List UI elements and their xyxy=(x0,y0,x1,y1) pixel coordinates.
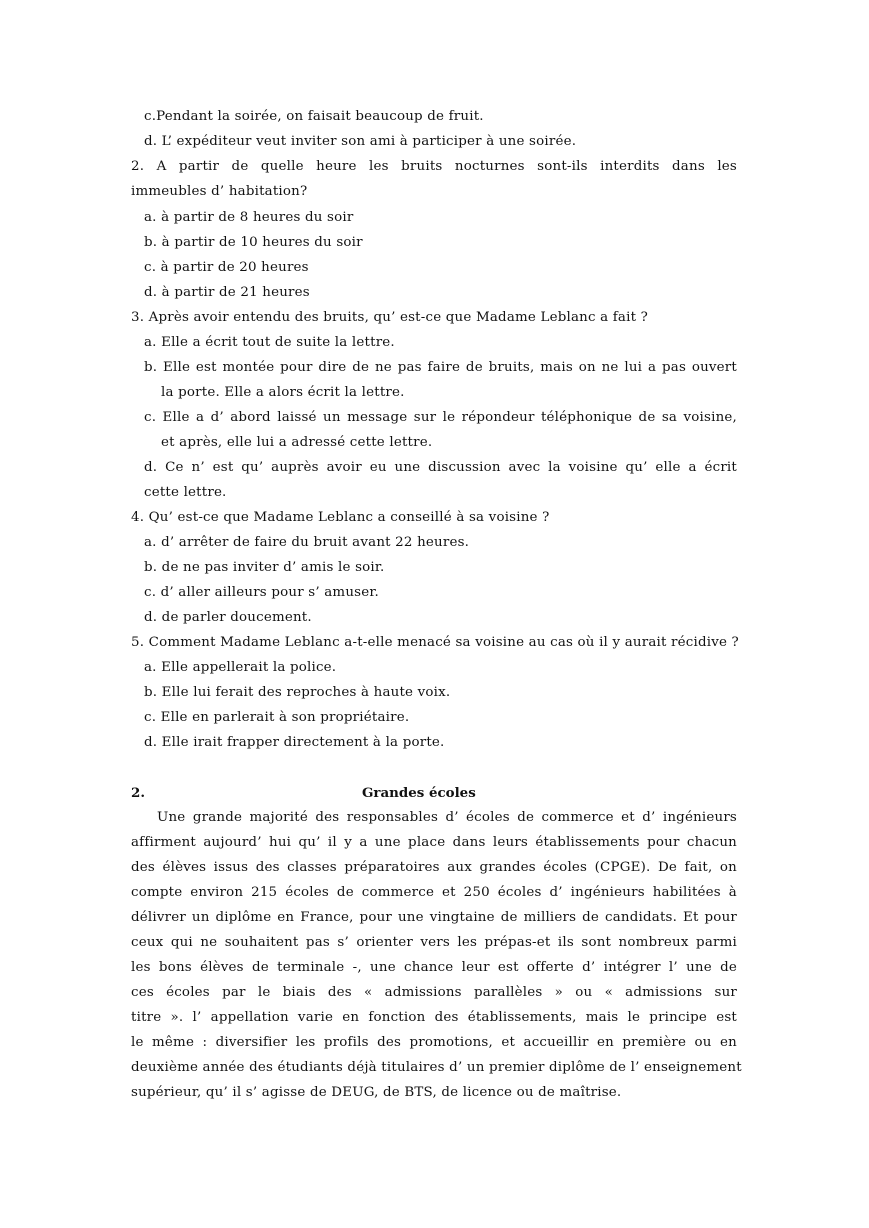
section-title: Grandes écoles xyxy=(362,785,476,801)
q2-option-a: a. à partir de 8 heures du soir xyxy=(144,210,354,225)
q3-option-d-line1: d. Ce n’ est qu’ auprès avoir eu une discussion avec la voisine qu’ elle a écrit xyxy=(144,460,737,475)
q5-option-c: c. Elle en parlerait à son propriétaire. xyxy=(144,710,410,725)
q3-question: 3. Après avoir entendu des bruits, qu’ est-ce que Madame Leblanc a fait ? xyxy=(131,310,648,325)
q2-option-d: d. à partir de 21 heures xyxy=(144,285,310,300)
q3-option-b-line1: b. Elle est montée pour dire de ne pas faire de bruits, mais on ne lui a pas ouvert xyxy=(144,360,737,375)
q4-option-c: c. d’ aller ailleurs pour s’ amuser. xyxy=(144,585,379,600)
paragraph-line: délivrer un diplôme en France, pour une vingtaine de milliers de candidats. Et pour xyxy=(131,910,737,925)
q5-option-b: b. Elle lui ferait des reproches à haute voix. xyxy=(144,685,451,700)
paragraph-line: deuxième année des étudiants déjà titulaires d’ un premier diplôme de l’ enseignement xyxy=(131,1060,742,1075)
paragraph-line: affirment aujourd’ hui qu’ il y a une place dans leurs établissements pour chacun xyxy=(131,835,737,850)
section-number: 2. xyxy=(131,785,145,801)
q1-option-c: c.Pendant la soirée, on faisait beaucoup de fruit. xyxy=(144,109,484,124)
q5-question: 5. Comment Madame Leblanc a-t-elle menacé sa voisine au cas où il y aurait récidive ? xyxy=(131,635,739,650)
paragraph-line: le même : diversifier les profils des promotions, et accueillir en première ou en xyxy=(131,1035,737,1050)
q2-question-line2: immeubles d’ habitation? xyxy=(131,184,308,199)
q3-option-a: a. Elle a écrit tout de suite la lettre. xyxy=(144,335,395,350)
q2-question-line1: 2. A partir de quelle heure les bruits nocturnes sont-ils interdits dans les xyxy=(131,159,737,174)
q3-option-b-line2: la porte. Elle a alors écrit la lettre. xyxy=(161,385,405,400)
q4-option-b: b. de ne pas inviter d’ amis le soir. xyxy=(144,560,385,575)
paragraph-line: des élèves issus des classes préparatoires aux grandes écoles (CPGE). De fait, on xyxy=(131,860,737,875)
paragraph-line: les bons élèves de terminale -, une chance leur est offerte d’ intégrer l’ une de xyxy=(131,960,737,975)
paragraph-line: titre ». l’ appellation varie en fonction des établissements, mais le principe est xyxy=(131,1010,737,1025)
q4-option-a: a. d’ arrêter de faire du bruit avant 22 heures. xyxy=(144,535,470,550)
paragraph-line: ces écoles par le biais des « admissions parallèles » ou « admissions sur xyxy=(131,985,737,1000)
q5-option-a: a. Elle appellerait la police. xyxy=(144,660,337,675)
paragraph-line: compte environ 215 écoles de commerce et 250 écoles d’ ingénieurs habilitées à xyxy=(131,885,737,900)
q5-option-d: d. Elle irait frapper directement à la porte. xyxy=(144,735,445,750)
paragraph-line: ceux qui ne souhaitent pas s’ orienter vers les prépas-et ils sont nombreux parmi xyxy=(131,935,737,950)
q4-question: 4. Qu’ est-ce que Madame Leblanc a conseillé à sa voisine ? xyxy=(131,510,550,525)
q2-option-b: b. à partir de 10 heures du soir xyxy=(144,235,363,250)
q3-option-c-line1: c. Elle a d’ abord laissé un message sur le répondeur téléphonique de sa voisine, xyxy=(144,410,737,425)
paragraph-line: supérieur, qu’ il s’ agisse de DEUG, de BTS, de licence ou de maîtrise. xyxy=(131,1085,622,1100)
q1-option-d: d. L’ expéditeur veut inviter son ami à participer à une soirée. xyxy=(144,134,577,149)
q2-option-c: c. à partir de 20 heures xyxy=(144,260,309,275)
paragraph-line: Une grande majorité des responsables d’ écoles de commerce et d’ ingénieurs xyxy=(157,810,737,825)
q4-option-d: d. de parler doucement. xyxy=(144,610,312,625)
q3-option-d-line2: cette lettre. xyxy=(144,485,227,500)
q3-option-c-line2: et après, elle lui a adressé cette lettre. xyxy=(161,435,433,450)
